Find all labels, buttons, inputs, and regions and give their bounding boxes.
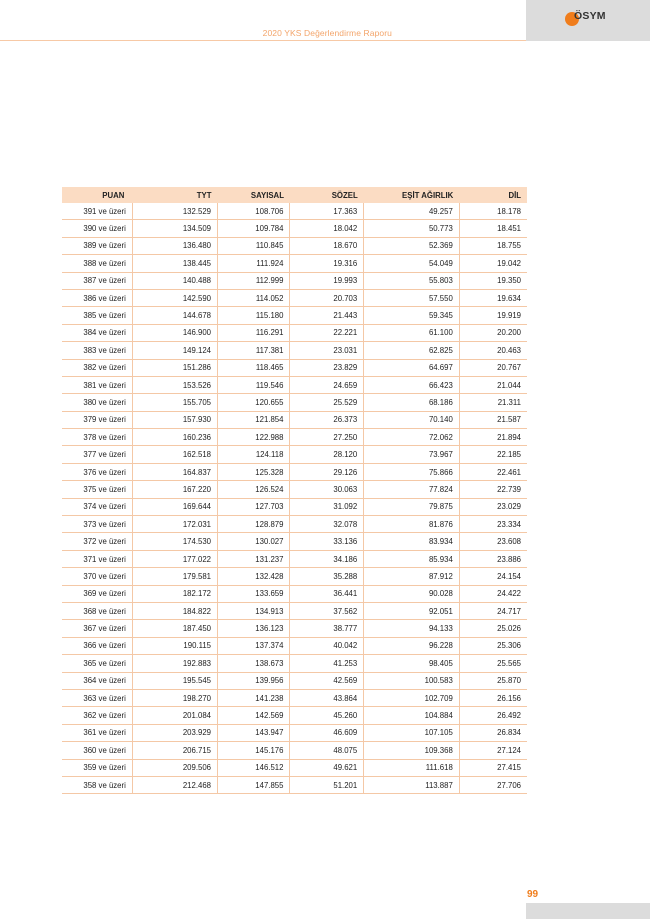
cell-tyt: 149.124 (132, 342, 217, 359)
cell-dil: 19.919 (459, 307, 527, 324)
col-header-sayisal: SAYISAL (218, 187, 290, 203)
cell-esit-agirlik: 73.967 (364, 446, 460, 463)
cell-sozel: 24.659 (290, 376, 364, 393)
table-row (62, 463, 527, 480)
cell-puan: 375 ve üzeri (62, 481, 132, 498)
cell-sayisal: 118.465 (218, 359, 290, 376)
cell-sozel: 45.260 (290, 707, 364, 724)
cell-sozel: 46.609 (290, 724, 364, 741)
cell-dil: 25.565 (459, 655, 527, 672)
header-rule (0, 40, 526, 41)
cell-tyt: 212.468 (132, 776, 217, 793)
cell-esit-agirlik: 79.875 (364, 498, 460, 515)
cell-sayisal: 126.524 (218, 481, 290, 498)
table-row (62, 707, 527, 724)
table-row (62, 359, 527, 376)
cell-sozel: 27.250 (290, 429, 364, 446)
table-row (62, 689, 527, 706)
cell-sayisal: 141.238 (218, 689, 290, 706)
cell-puan: 382 ve üzeri (62, 359, 132, 376)
cell-sayisal: 112.999 (218, 272, 290, 289)
table-row (62, 446, 527, 463)
cell-sozel: 18.042 (290, 220, 364, 237)
cell-dil: 20.767 (459, 359, 527, 376)
cell-esit-agirlik: 50.773 (364, 220, 460, 237)
cell-esit-agirlik: 68.186 (364, 394, 460, 411)
cell-puan: 370 ve üzeri (62, 568, 132, 585)
cell-sayisal: 114.052 (218, 289, 290, 306)
table-row (62, 342, 527, 359)
cell-esit-agirlik: 59.345 (364, 307, 460, 324)
table-header-row (62, 187, 527, 203)
cell-puan: 374 ve üzeri (62, 498, 132, 515)
cell-puan: 387 ve üzeri (62, 272, 132, 289)
cell-esit-agirlik: 49.257 (364, 203, 460, 220)
table-row (62, 255, 527, 272)
table-row (62, 237, 527, 254)
cell-puan: 381 ve üzeri (62, 376, 132, 393)
cell-sozel: 17.363 (290, 203, 364, 220)
cell-sayisal: 119.546 (218, 376, 290, 393)
cell-puan: 391 ve üzeri (62, 203, 132, 220)
cell-dil: 18.755 (459, 237, 527, 254)
table-row (62, 411, 527, 428)
cell-sayisal: 111.924 (218, 255, 290, 272)
cell-sayisal: 109.784 (218, 220, 290, 237)
cell-sayisal: 127.703 (218, 498, 290, 515)
cell-sozel: 48.075 (290, 742, 364, 759)
cell-dil: 21.311 (459, 394, 527, 411)
cell-sayisal: 128.879 (218, 516, 290, 533)
cell-dil: 18.451 (459, 220, 527, 237)
cell-dil: 25.870 (459, 672, 527, 689)
cell-tyt: 179.581 (132, 568, 217, 585)
cell-sayisal: 115.180 (218, 307, 290, 324)
cell-sayisal: 116.291 (218, 324, 290, 341)
cell-esit-agirlik: 107.105 (364, 724, 460, 741)
cell-esit-agirlik: 81.876 (364, 516, 460, 533)
cell-sayisal: 130.027 (218, 533, 290, 550)
cell-sozel: 33.136 (290, 533, 364, 550)
cell-tyt: 167.220 (132, 481, 217, 498)
cell-puan: 365 ve üzeri (62, 655, 132, 672)
cell-tyt: 169.644 (132, 498, 217, 515)
cell-esit-agirlik: 55.803 (364, 272, 460, 289)
cell-sayisal: 110.845 (218, 237, 290, 254)
footer-panel (526, 903, 650, 919)
cell-tyt: 184.822 (132, 602, 217, 619)
table-row (62, 272, 527, 289)
table-row (62, 376, 527, 393)
cell-puan: 358 ve üzeri (62, 776, 132, 793)
cell-esit-agirlik: 94.133 (364, 620, 460, 637)
cell-dil: 18.178 (459, 203, 527, 220)
cell-puan: 380 ve üzeri (62, 394, 132, 411)
cell-puan: 371 ve üzeri (62, 550, 132, 567)
cell-sozel: 29.126 (290, 463, 364, 480)
cell-sayisal: 122.988 (218, 429, 290, 446)
cell-puan: 378 ve üzeri (62, 429, 132, 446)
cell-sayisal: 124.118 (218, 446, 290, 463)
cell-esit-agirlik: 87.912 (364, 568, 460, 585)
cell-tyt: 155.705 (132, 394, 217, 411)
report-title: 2020 YKS Değerlendirme Raporu (262, 28, 392, 38)
cell-sayisal: 136.123 (218, 620, 290, 637)
cell-tyt: 177.022 (132, 550, 217, 567)
cell-sozel: 38.777 (290, 620, 364, 637)
cell-puan: 366 ve üzeri (62, 637, 132, 654)
table-row (62, 637, 527, 654)
cell-puan: 376 ve üzeri (62, 463, 132, 480)
cell-esit-agirlik: 57.550 (364, 289, 460, 306)
cell-sayisal: 117.381 (218, 342, 290, 359)
cell-dil: 23.334 (459, 516, 527, 533)
cell-sozel: 51.201 (290, 776, 364, 793)
table-row (62, 568, 527, 585)
cell-puan: 360 ve üzeri (62, 742, 132, 759)
col-header-tyt: TYT (132, 187, 217, 203)
cell-sozel: 23.829 (290, 359, 364, 376)
cell-puan: 373 ve üzeri (62, 516, 132, 533)
page-number: 99 (527, 889, 539, 900)
cell-sayisal: 139.956 (218, 672, 290, 689)
cell-tyt: 136.480 (132, 237, 217, 254)
cell-dil: 24.717 (459, 602, 527, 619)
cell-puan: 372 ve üzeri (62, 533, 132, 550)
cell-tyt: 182.172 (132, 585, 217, 602)
cell-tyt: 132.529 (132, 203, 217, 220)
cell-dil: 23.029 (459, 498, 527, 515)
cell-tyt: 201.084 (132, 707, 217, 724)
table-row (62, 620, 527, 637)
table-row (62, 429, 527, 446)
cell-sozel: 30.063 (290, 481, 364, 498)
cell-sozel: 32.078 (290, 516, 364, 533)
table-row (62, 585, 527, 602)
cell-esit-agirlik: 62.825 (364, 342, 460, 359)
cell-sozel: 28.120 (290, 446, 364, 463)
cell-dil: 23.608 (459, 533, 527, 550)
table-row (62, 481, 527, 498)
cell-sozel: 25.529 (290, 394, 364, 411)
cell-sayisal: 134.913 (218, 602, 290, 619)
cell-tyt: 187.450 (132, 620, 217, 637)
cell-sayisal: 108.706 (218, 203, 290, 220)
table-body (62, 203, 527, 794)
table-row (62, 289, 527, 306)
cell-sozel: 37.562 (290, 602, 364, 619)
cell-tyt: 151.286 (132, 359, 217, 376)
cell-tyt: 162.518 (132, 446, 217, 463)
cell-sozel: 21.443 (290, 307, 364, 324)
cell-esit-agirlik: 111.618 (364, 759, 460, 776)
cell-esit-agirlik: 109.368 (364, 742, 460, 759)
cell-esit-agirlik: 96.228 (364, 637, 460, 654)
cell-esit-agirlik: 64.697 (364, 359, 460, 376)
cell-tyt: 209.506 (132, 759, 217, 776)
cell-tyt: 134.509 (132, 220, 217, 237)
cell-sozel: 41.253 (290, 655, 364, 672)
table-row (62, 655, 527, 672)
cell-esit-agirlik: 66.423 (364, 376, 460, 393)
cell-dil: 22.185 (459, 446, 527, 463)
cell-puan: 390 ve üzeri (62, 220, 132, 237)
cell-tyt: 144.678 (132, 307, 217, 324)
cell-puan: 386 ve üzeri (62, 289, 132, 306)
score-table (62, 187, 527, 794)
cell-dil: 19.634 (459, 289, 527, 306)
table-row (62, 742, 527, 759)
table-row (62, 307, 527, 324)
cell-sozel: 42.569 (290, 672, 364, 689)
cell-tyt: 190.115 (132, 637, 217, 654)
table-row (62, 394, 527, 411)
cell-puan: 384 ve üzeri (62, 324, 132, 341)
cell-dil: 26.834 (459, 724, 527, 741)
cell-dil: 20.200 (459, 324, 527, 341)
cell-sayisal: 138.673 (218, 655, 290, 672)
table-row (62, 776, 527, 793)
table-row (62, 672, 527, 689)
cell-puan: 389 ve üzeri (62, 237, 132, 254)
table-row (62, 203, 527, 220)
cell-esit-agirlik: 54.049 (364, 255, 460, 272)
table-row (62, 498, 527, 515)
cell-tyt: 138.445 (132, 255, 217, 272)
cell-tyt: 164.837 (132, 463, 217, 480)
cell-dil: 24.154 (459, 568, 527, 585)
table-row (62, 550, 527, 567)
table-row (62, 602, 527, 619)
table-row (62, 516, 527, 533)
cell-sozel: 23.031 (290, 342, 364, 359)
cell-sayisal: 146.512 (218, 759, 290, 776)
cell-tyt: 157.930 (132, 411, 217, 428)
cell-puan: 388 ve üzeri (62, 255, 132, 272)
cell-esit-agirlik: 70.140 (364, 411, 460, 428)
cell-sayisal: 133.659 (218, 585, 290, 602)
table-row (62, 324, 527, 341)
cell-tyt: 160.236 (132, 429, 217, 446)
cell-sozel: 43.864 (290, 689, 364, 706)
col-header-sozel: SÖZEL (290, 187, 364, 203)
cell-esit-agirlik: 100.583 (364, 672, 460, 689)
cell-sayisal: 121.854 (218, 411, 290, 428)
cell-esit-agirlik: 83.934 (364, 533, 460, 550)
cell-sozel: 40.042 (290, 637, 364, 654)
cell-dil: 27.415 (459, 759, 527, 776)
cell-sayisal: 125.328 (218, 463, 290, 480)
col-header-esit-agirlik: EŞİT AĞIRLIK (364, 187, 460, 203)
cell-tyt: 203.929 (132, 724, 217, 741)
cell-puan: 359 ve üzeri (62, 759, 132, 776)
cell-puan: 369 ve üzeri (62, 585, 132, 602)
cell-dil: 21.587 (459, 411, 527, 428)
cell-sayisal: 143.947 (218, 724, 290, 741)
cell-tyt: 146.900 (132, 324, 217, 341)
cell-dil: 24.422 (459, 585, 527, 602)
col-header-dil: DİL (459, 187, 527, 203)
cell-esit-agirlik: 90.028 (364, 585, 460, 602)
cell-dil: 25.306 (459, 637, 527, 654)
cell-puan: 361 ve üzeri (62, 724, 132, 741)
cell-dil: 19.350 (459, 272, 527, 289)
cell-tyt: 192.883 (132, 655, 217, 672)
cell-sozel: 19.316 (290, 255, 364, 272)
cell-esit-agirlik: 92.051 (364, 602, 460, 619)
cell-sozel: 36.441 (290, 585, 364, 602)
cell-esit-agirlik: 75.866 (364, 463, 460, 480)
logo-text: ÖSYM (574, 10, 606, 22)
cell-dil: 25.026 (459, 620, 527, 637)
cell-sozel: 20.703 (290, 289, 364, 306)
cell-sozel: 31.092 (290, 498, 364, 515)
cell-esit-agirlik: 52.369 (364, 237, 460, 254)
cell-dil: 27.706 (459, 776, 527, 793)
cell-esit-agirlik: 104.884 (364, 707, 460, 724)
cell-dil: 22.461 (459, 463, 527, 480)
table-row (62, 533, 527, 550)
table-row (62, 724, 527, 741)
table-row (62, 759, 527, 776)
cell-puan: 363 ve üzeri (62, 689, 132, 706)
cell-sozel: 22.221 (290, 324, 364, 341)
cell-dil: 26.156 (459, 689, 527, 706)
cell-dil: 23.886 (459, 550, 527, 567)
cell-sayisal: 137.374 (218, 637, 290, 654)
cell-puan: 362 ve üzeri (62, 707, 132, 724)
cell-tyt: 206.715 (132, 742, 217, 759)
cell-esit-agirlik: 61.100 (364, 324, 460, 341)
table-row (62, 220, 527, 237)
cell-dil: 19.042 (459, 255, 527, 272)
cell-sozel: 34.186 (290, 550, 364, 567)
cell-tyt: 153.526 (132, 376, 217, 393)
cell-puan: 377 ve üzeri (62, 446, 132, 463)
cell-sayisal: 147.855 (218, 776, 290, 793)
cell-sozel: 19.993 (290, 272, 364, 289)
cell-esit-agirlik: 72.062 (364, 429, 460, 446)
cell-tyt: 174.530 (132, 533, 217, 550)
cell-dil: 21.044 (459, 376, 527, 393)
cell-puan: 364 ve üzeri (62, 672, 132, 689)
cell-esit-agirlik: 98.405 (364, 655, 460, 672)
cell-dil: 27.124 (459, 742, 527, 759)
cell-sayisal: 120.655 (218, 394, 290, 411)
cell-dil: 22.739 (459, 481, 527, 498)
cell-sozel: 35.288 (290, 568, 364, 585)
cell-tyt: 142.590 (132, 289, 217, 306)
cell-sayisal: 142.569 (218, 707, 290, 724)
cell-dil: 20.463 (459, 342, 527, 359)
col-header-puan: PUAN (62, 187, 132, 203)
cell-puan: 385 ve üzeri (62, 307, 132, 324)
cell-puan: 379 ve üzeri (62, 411, 132, 428)
cell-tyt: 195.545 (132, 672, 217, 689)
cell-sayisal: 145.176 (218, 742, 290, 759)
cell-dil: 26.492 (459, 707, 527, 724)
cell-tyt: 140.488 (132, 272, 217, 289)
cell-sozel: 26.373 (290, 411, 364, 428)
cell-puan: 383 ve üzeri (62, 342, 132, 359)
cell-sozel: 18.670 (290, 237, 364, 254)
cell-sayisal: 132.428 (218, 568, 290, 585)
cell-esit-agirlik: 85.934 (364, 550, 460, 567)
cell-dil: 21.894 (459, 429, 527, 446)
cell-puan: 367 ve üzeri (62, 620, 132, 637)
cell-sozel: 49.621 (290, 759, 364, 776)
cell-esit-agirlik: 113.887 (364, 776, 460, 793)
cell-esit-agirlik: 77.824 (364, 481, 460, 498)
cell-puan: 368 ve üzeri (62, 602, 132, 619)
cell-tyt: 198.270 (132, 689, 217, 706)
page-header (0, 0, 526, 41)
cell-sayisal: 131.237 (218, 550, 290, 567)
cell-tyt: 172.031 (132, 516, 217, 533)
cell-esit-agirlik: 102.709 (364, 689, 460, 706)
